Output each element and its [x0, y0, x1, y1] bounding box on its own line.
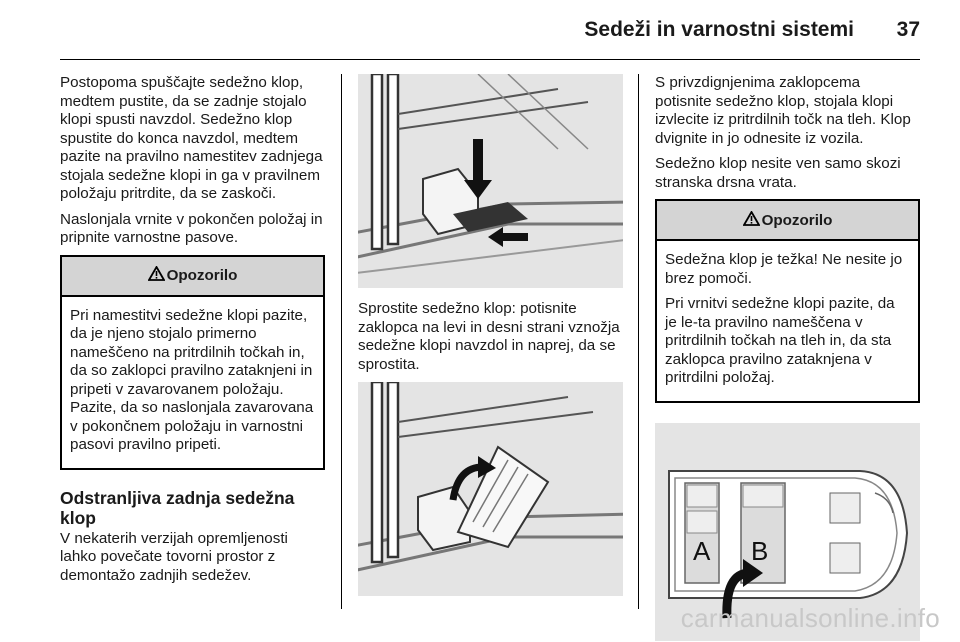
warning-title: Opozorilo [166, 267, 238, 284]
warning-box [60, 255, 325, 470]
body-paragraph: Sedežno klop nesite ven samo skozi stranska drsna vrata. [655, 155, 901, 191]
column-right [655, 74, 920, 641]
illustration-seat-latch-push [358, 74, 623, 288]
warning-header [657, 201, 918, 241]
warning-triangle-icon [743, 211, 760, 230]
warning-header [62, 257, 323, 297]
body-paragraph: S privzdignjenima zaklopcema potisnite sedežno klop, stojala klopi izvlecite iz pritrdilnih točk na tleh. Klop dvignite in jo odnesite iz vozila. [655, 74, 911, 147]
warning-title: Opozorilo [761, 211, 833, 229]
page-title: Sedeži in varnostni sistemi [584, 18, 854, 41]
section-text: V nekaterih verzijah opremljenosti lahko povečate tovorni prostor z demontažo zadnjih sedežev. [60, 529, 288, 584]
label-b: B [751, 535, 769, 566]
label-a: A [693, 535, 711, 566]
body-paragraph: Naslonjala vrnite v pokončen položaj in pripnite varnostne pasove. [60, 210, 323, 246]
column-divider [638, 74, 639, 609]
page-number: 37 [896, 18, 920, 41]
warning-text: Pri vrnitvi sedežne klopi pazite, da je le-ta pravilno nameščena v pritrdilnih točkah na tleh in, da sta zaklopca pravilno zataknjena v pritrdilni položaj. [665, 295, 895, 386]
warning-text: Pri namestitvi sedežne klopi pazite, da je njeno stojalo primerno nameščeno na pritrdilnih točkah in, da so zaklopci pravilno zataknjeni in pripeti v zavarovanem položaju. Pazite, da so naslonjala zavarovana v pokončnem položaju in varnostni pasovi pravilno pripeti. [70, 306, 314, 453]
illustration-seat-latch-lift [358, 382, 623, 596]
header-divider [60, 59, 920, 60]
watermark: carmanualsonline.info [680, 603, 940, 633]
column-middle [358, 74, 623, 596]
figure-caption: Sprostite sedežno klop: potisnite zaklopca na levi in desni strani vznožja sedežne klopi navzdol in naprej, da se sprostita. [358, 300, 620, 373]
column-divider [341, 74, 342, 609]
page-header [0, 0, 960, 62]
warning-box [655, 199, 920, 403]
column-left [60, 74, 325, 592]
body-paragraph: Postopoma spuščajte sedežno klop, medtem pustite, da se zadnje stojalo klopi spusti navzdol. Sedežno klop spustite do konca navzdol, medtem pazite na pravilno namestitev zadnjega stojala sedežne klopi in ga v pravilnem položaju pritrdite, da se zaskoči. [60, 74, 323, 202]
warning-triangle-icon [148, 266, 165, 285]
warning-text: Sedežna klop je težka! Ne nesite jo brez pomoči. [665, 251, 903, 287]
section-heading: Odstranljiva zadnja sedežna klop [60, 487, 295, 528]
